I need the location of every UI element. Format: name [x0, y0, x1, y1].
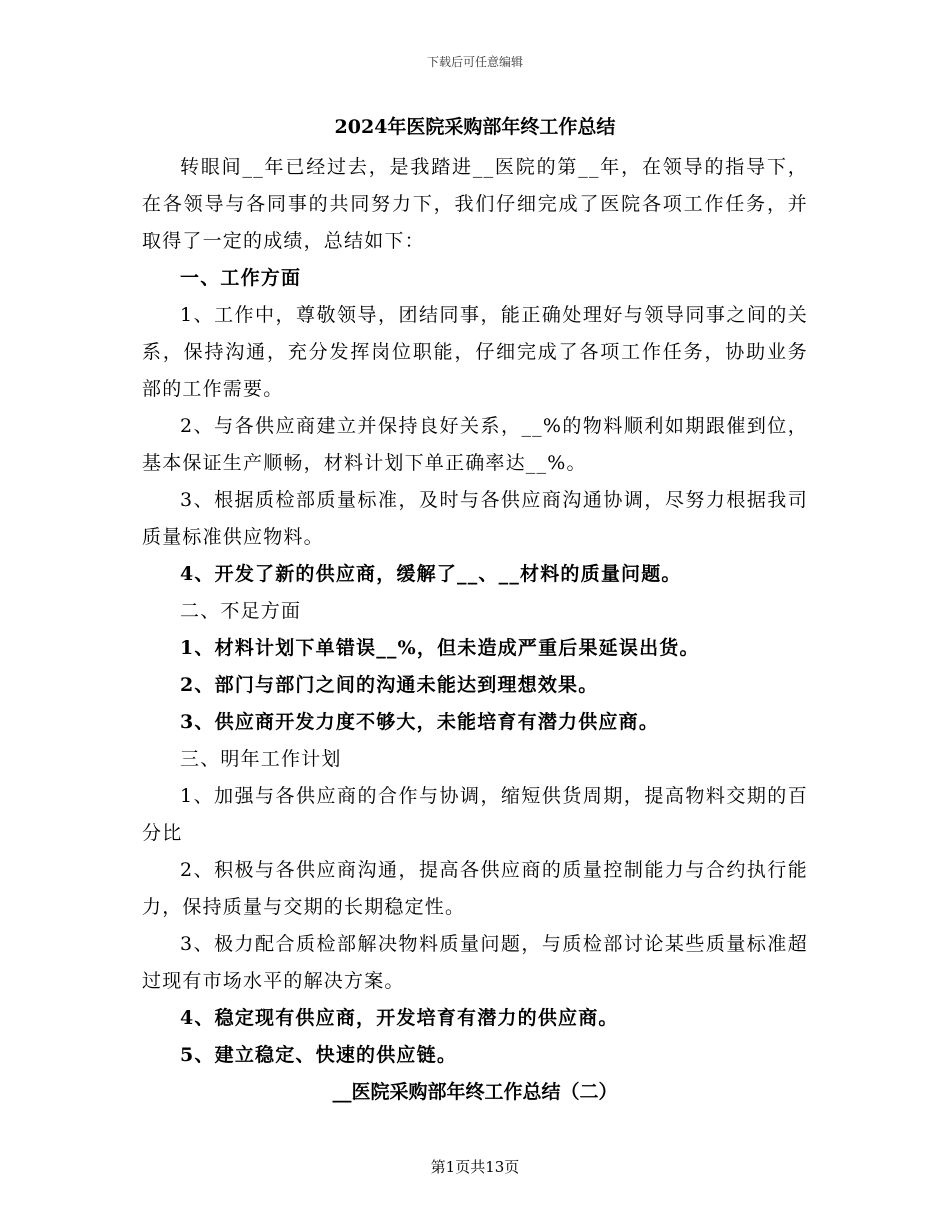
paragraph-work-1: 1、工作中，尊敬领导，团结同事，能正确处理好与领导同事之间的关系，保持沟通，充分发挥岗位职能，仔细完成了各项工作任务，协助业务部的工作需要。	[142, 304, 808, 400]
paragraph-plan-2: 2、积极与各供应商沟通，提高各供应商的质量控制能力与合约执行能力，保持质量与交期的长期稳定性。	[142, 859, 808, 918]
paragraph-plan-4: 4、稳定现有供应商，开发培育有潜力的供应商。	[180, 1007, 619, 1029]
paragraph-work-3: 3、根据质检部质量标准，及时与各供应商沟通协调，尽努力根据我司质量标准供应物料。	[142, 489, 808, 548]
document-title: 2024年医院采购部年终工作总结	[334, 116, 616, 138]
paragraph-shortcoming-1: 1、材料计划下单错误__%，但未造成严重后果延误出货。	[180, 637, 700, 659]
section-heading-plan: 三、明年工作计划	[180, 748, 342, 770]
paragraph-shortcoming-3: 3、供应商开发力度不够大，未能培育有潜力供应商。	[180, 711, 660, 733]
paragraph-shortcoming-2: 2、部门与部门之间的沟通未能达到理想效果。	[180, 674, 599, 696]
page-number: 第1页共13页	[430, 1158, 520, 1176]
paragraph-plan-1: 1、加强与各供应商的合作与协调，缩短供货周期，提高物料交期的百分比	[142, 785, 808, 844]
section-heading-work: 一、工作方面	[180, 267, 302, 289]
document-subtitle: __医院采购部年终工作总结（二）	[332, 1081, 618, 1103]
paragraph-work-4: 4、开发了新的供应商，缓解了__、__材料的质量问题。	[180, 563, 682, 585]
paragraph-plan-3: 3、极力配合质检部解决物料质量问题，与质检部讨论某些质量标准超过现有市场水平的解决方案。	[142, 933, 808, 992]
header-note: 下载后可任意编辑	[426, 55, 523, 69]
section-heading-shortcomings: 二、不足方面	[180, 600, 302, 622]
paragraph-work-2: 2、与各供应商建立并保持良好关系，__%的物料顺利如期跟催到位，基本保证生产顺畅，材料计划下单正确率达__%。	[142, 415, 808, 474]
document-body	[142, 113, 808, 1111]
paragraph-plan-5: 5、建立稳定、快速的供应链。	[180, 1044, 458, 1066]
paragraph-intro: 转眼间__年已经过去，是我踏进__医院的第__年，在领导的指导下，在各领导与各同事的共同努力下，我们仔细完成了医院各项工作任务，并取得了一定的成绩，总结如下：	[142, 156, 808, 252]
